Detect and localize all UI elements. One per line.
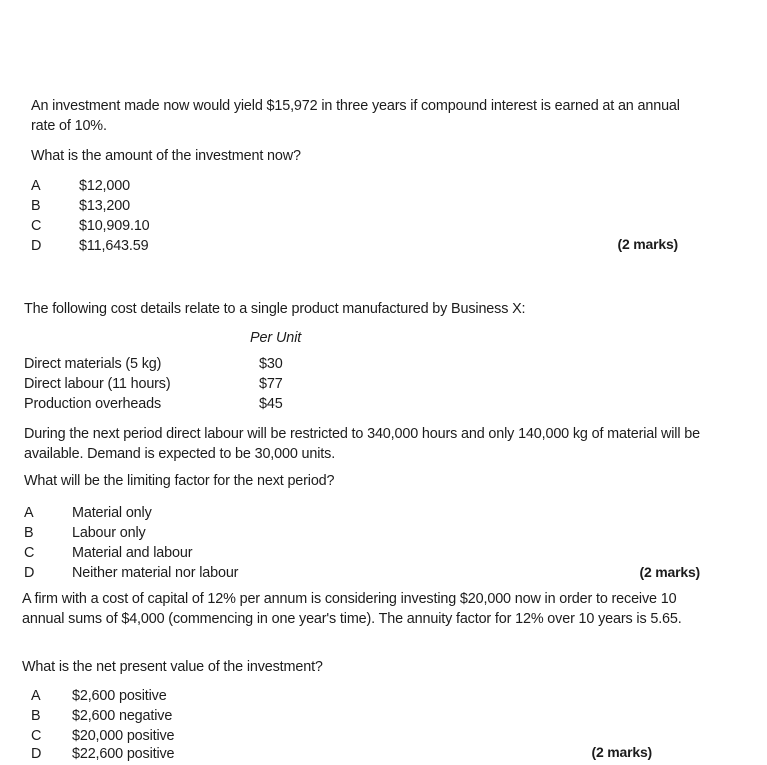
option-letter: D	[24, 565, 35, 581]
option-text: $2,600 positive	[72, 688, 167, 704]
option-letter: A	[31, 178, 41, 194]
option-text: $13,200	[79, 198, 130, 214]
option-letter: C	[31, 728, 42, 744]
cost-label: Direct materials (5 kg)	[24, 356, 162, 372]
cost-label: Production overheads	[24, 396, 161, 412]
option-text: $10,909.10	[79, 218, 150, 234]
option-text: Labour only	[72, 525, 146, 541]
cost-table-header: Per Unit	[250, 330, 302, 346]
question-1-marks: (2 marks)	[617, 236, 678, 252]
option-letter: D	[31, 746, 42, 762]
option-letter: B	[31, 198, 41, 214]
question-2-prompt: What will be the limiting factor for the next period?	[24, 473, 335, 489]
question-3-stem: A firm with a cost of capital of 12% per annum is considering investing $20,000 now in order to receive 10 annual sums of $4,000 (commencing in one year's time). The annuity factor for 12% over 10 years is 5.65.	[22, 591, 682, 627]
question-1-stem: An investment made now would yield $15,972 in three years if compound interest is earned at an annual rate of 10%.	[31, 98, 680, 134]
option-letter: B	[24, 525, 34, 541]
option-letter: B	[31, 708, 41, 724]
option-text: $11,643.59	[79, 238, 149, 254]
question-2-marks: (2 marks)	[639, 564, 700, 580]
option-text: $22,600 positive	[72, 746, 175, 762]
cost-value: $77	[259, 376, 283, 392]
option-text: $12,000	[79, 178, 130, 194]
question-1-prompt: What is the amount of the investment now?	[31, 148, 301, 164]
option-text: $20,000 positive	[72, 728, 175, 744]
option-text: $2,600 negative	[72, 708, 173, 724]
cost-label: Direct labour (11 hours)	[24, 376, 171, 392]
option-letter: C	[31, 218, 42, 234]
option-letter: C	[24, 545, 35, 561]
option-letter: D	[31, 238, 42, 254]
question-3-prompt: What is the net present value of the investment?	[22, 659, 323, 675]
question-2-stem: The following cost details relate to a single product manufactured by Business X:	[24, 301, 526, 317]
cost-value: $45	[259, 396, 283, 412]
option-text: Material and labour	[72, 545, 193, 561]
option-letter: A	[24, 505, 34, 521]
option-letter: A	[31, 688, 41, 704]
question-3-marks: (2 marks)	[591, 744, 652, 760]
option-text: Material only	[72, 505, 152, 521]
question-2-stem-continued: During the next period direct labour will be restricted to 340,000 hours and only 140,000 kg of material will be available. Demand is expected to be 30,000 units.	[24, 426, 700, 462]
cost-value: $30	[259, 356, 283, 372]
option-text: Neither material nor labour	[72, 565, 239, 581]
